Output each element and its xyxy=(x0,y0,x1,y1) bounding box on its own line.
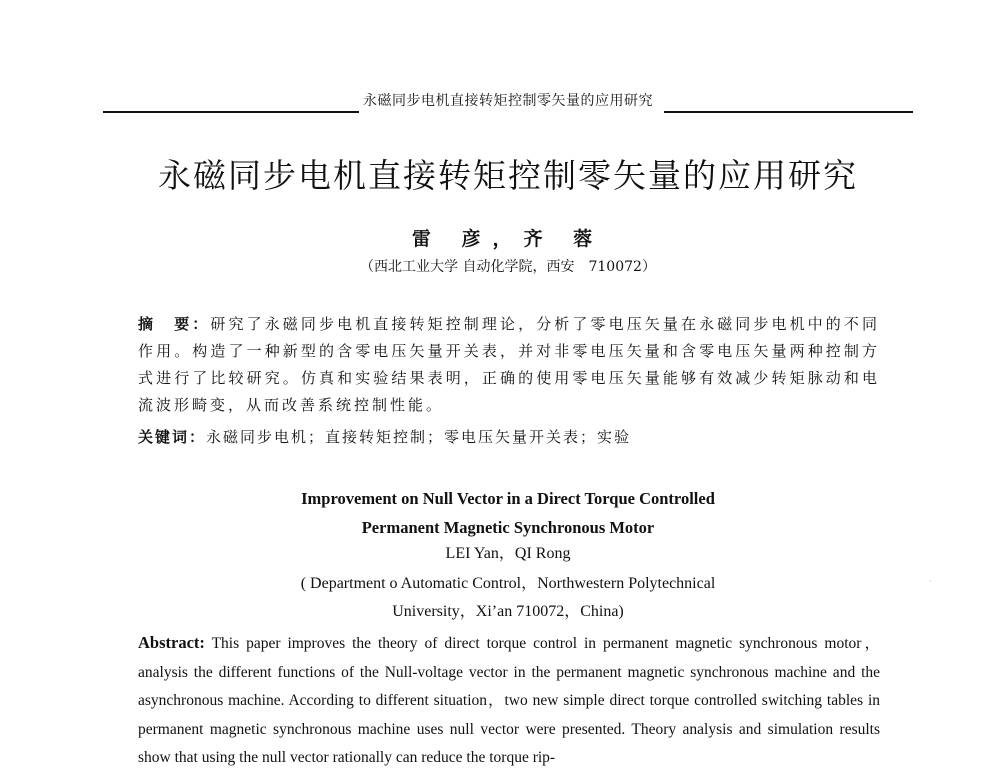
running-header-text: 永磁同步电机直接转矩控制零矢量的应用研究 xyxy=(363,93,653,109)
paper-title-cn: 永磁同步电机直接转矩控制零矢量的应用研究 xyxy=(158,156,858,195)
keywords-cn xyxy=(138,426,880,447)
abstract-en xyxy=(138,629,880,773)
abstract-cn-text: 研究了永磁同步电机直接转矩控制理论，分析了零电压矢量在永磁同步电机中的不同作用。构造了一种新型的含零电压矢量开关表，并对非零电压矢量和含零电压矢量两种控制方式进行了比较研究。仿真和实验结果表明，正确的使用零电压矢量能够有效减少转矩脉动和电流波形畸变，从而改善系统控制性能。 xyxy=(138,315,880,414)
affiliation-en xyxy=(100,570,916,626)
header-rule-left xyxy=(103,111,359,113)
title-en-line1: Improvement on Null Vector in a Direct Torque Controlled xyxy=(301,489,715,508)
margin-mark: · xyxy=(929,577,932,586)
running-header xyxy=(103,84,913,114)
abstract-en-label: Abstract: xyxy=(138,633,205,652)
header-rule-right xyxy=(664,111,913,113)
abstract-en-text: This paper improves the theory of direct torque control in permanent magnetic synchronous motor，analysis the different functions of the Null-voltage vector in the permanent magnetic synchronous machine and the asynchronous machine. According to different situation，two new simple direct torque controlled switching tables in permanent magnetic synchronous machine uses null vector were presented. Theory analysis and simulation results show that using the null vector rationally can reduce the torque rip- xyxy=(138,635,880,766)
affiliation-en-line2: University，Xi’an 710072，China) xyxy=(392,603,624,620)
title-en-line2: Permanent Magnetic Synchronous Motor xyxy=(361,518,655,537)
authors-cn: 雷 彦，齐 蓉 xyxy=(411,228,605,250)
abstract-cn xyxy=(138,311,880,419)
keywords-cn-text: 永磁同步电机；直接转矩控制；零电压矢量开关表；实验 xyxy=(206,428,632,446)
authors-en: LEI Yan，QI Rong xyxy=(445,545,571,562)
affiliation-en-line1: ( Department o Automatic Control，Northwestern Polytechnical xyxy=(300,575,716,592)
abstract-cn-label: 摘 要： xyxy=(138,315,211,333)
affiliation-cn: （西北工业大学 自动化学院，西安 710072） xyxy=(360,259,656,275)
paper-title-en xyxy=(100,484,916,542)
keywords-cn-label: 关键词： xyxy=(138,428,207,446)
